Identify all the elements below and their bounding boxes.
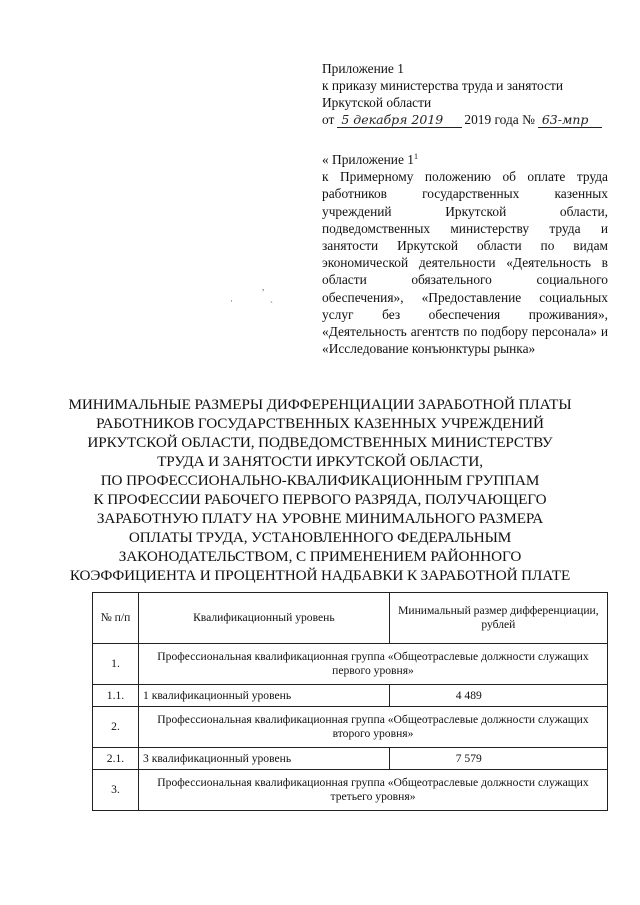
handwritten-date: 5 декабря 2019: [337, 112, 462, 128]
row-level: 3 квалификационный уровень: [139, 748, 390, 770]
heading-line: К ПРОФЕССИИ РАБОЧЕГО ПЕРВОГО РАЗРЯДА, ПОЛУЧАЮЩЕГО: [93, 491, 547, 508]
scan-speck: `: [270, 300, 273, 310]
header-num: № п/п: [93, 593, 139, 644]
table-row: [93, 707, 608, 748]
heading-line: РАБОТНИКОВ ГОСУДАРСТВЕННЫХ КАЗЕННЫХ УЧРЕЖДЕНИЙ: [96, 415, 544, 432]
table-row: [93, 770, 608, 811]
table-row: [93, 748, 608, 770]
annex-region: Иркутской области: [322, 95, 432, 110]
annex-date-line: [322, 111, 607, 128]
annex-order-ref: к приказу министерства труда и занятости: [322, 78, 564, 93]
heading-line: ЗАРАБОТНУЮ ПЛАТУ НА УРОВНЕ МИНИМАЛЬНОГО РАЗМЕРА: [96, 510, 544, 527]
handwritten-number: 63-мпр: [538, 112, 602, 128]
group-title: Профессиональная квалификационная группа «Общеотраслевые должности служащих первого уровня»: [139, 644, 608, 685]
row-num: 2.: [93, 707, 139, 748]
date-prefix: от: [322, 112, 335, 127]
scan-speck: ·: [230, 296, 233, 306]
row-amount: 7 579: [389, 748, 607, 770]
row-amount: 4 489: [389, 685, 607, 707]
row-num: 2.1.: [93, 748, 139, 770]
table-row: [93, 685, 608, 707]
table-header-row: [93, 593, 608, 644]
annex-title: Приложение 1: [322, 61, 404, 76]
row-num: 3.: [93, 770, 139, 811]
annex2-title: « Приложение $1^1$: [322, 152, 418, 167]
row-num: 1.1.: [93, 685, 139, 707]
annex2-title-sup: 1: [413, 152, 418, 161]
heading-line: ИРКУТСКОЙ ОБЛАСТИ, ПОДВЕДОМСТВЕННЫХ МИНИСТЕРСТВУ: [87, 434, 553, 451]
annex-secondary: [322, 148, 608, 357]
annex2-description: к Примерному положению об оплате труда работников государственных казенных учреждений Иркутской области, подведомственных министерству труда и занятости Иркутской области по видам экономической деятельности «Деятельность в области обязательного социального обеспечения», «Предоставление социальных услуг без обеспечения проживания», «Деятельность агентств по подбору персонала» и «Исследование конъюнктуры рынка»: [322, 169, 608, 357]
date-year: 2019 года №: [464, 112, 535, 127]
document-heading: [60, 395, 580, 585]
annex-header: [322, 60, 607, 128]
heading-line: ТРУДА И ЗАНЯТОСТИ ИРКУТСКОЙ ОБЛАСТИ,: [157, 453, 483, 470]
heading-line: ЗАКОНОДАТЕЛЬСТВОМ, С ПРИМЕНЕНИЕМ РАЙОННОГО: [118, 548, 522, 565]
row-num: 1.: [93, 644, 139, 685]
heading-line: МИНИМАЛЬНЫЕ РАЗМЕРЫ ДИФФЕРЕНЦИАЦИИ ЗАРАБОТНОЙ ПЛАТЫ: [68, 396, 572, 413]
group-title: Профессиональная квалификационная группа «Общеотраслевые должности служащих третьего уровня»: [139, 770, 608, 811]
table-row: [93, 644, 608, 685]
group-title: Профессиональная квалификационная группа «Общеотраслевые должности служащих второго уровня»: [139, 707, 608, 748]
header-level: Квалификационный уровень: [139, 593, 390, 644]
row-level: 1 квалификационный уровень: [139, 685, 390, 707]
header-amount: Минимальный размер дифференциации, рублей: [389, 593, 607, 644]
differentiation-table: [92, 592, 608, 811]
heading-line: КОЭФФИЦИЕНТА И ПРОЦЕНТНОЙ НАДБАВКИ К ЗАРАБОТНОЙ ПЛАТЕ: [69, 567, 571, 584]
heading-line: ОПЛАТЫ ТРУДА, УСТАНОВЛЕННОГО ФЕДЕРАЛЬНЫМ: [128, 529, 512, 546]
scan-speck: ,: [262, 282, 265, 292]
heading-line: ПО ПРОФЕССИОНАЛЬНО-КВАЛИФИКАЦИОННЫМ ГРУППАМ: [100, 472, 540, 489]
